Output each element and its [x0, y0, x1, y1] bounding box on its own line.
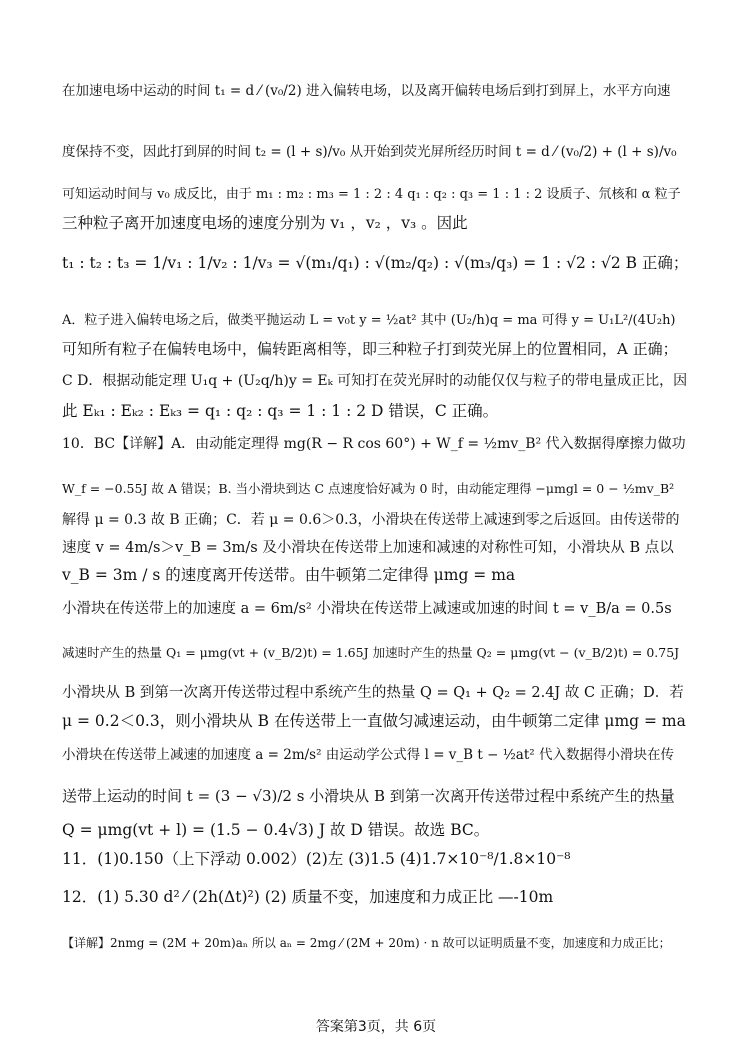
- text-line: 度保持不变，因此打到屏的时间 t₂ = (l + s)/v₀ 从开始到荧光屏所经历时间 t = d ⁄ (v₀/2) + (l + s)/v₀: [62, 144, 677, 160]
- text-line: C D．根据动能定理 U₁q + (U₂q/h)y = Eₖ 可知打在荧光屏时的动能仅仅与粒子的带电量成正比，因: [62, 373, 688, 389]
- text-line: A．粒子进入偏转电场之后，做类平抛运动 L = v₀t y = ½at² 其中 (U₂/h)q = ma 可得 y = U₁L²/(4U₂h): [62, 313, 676, 328]
- text-line: 解得 μ = 0.3 故 B 正确；C．若 μ = 0.6＞0.3，小滑块在传送带上减速到零之后返回。由传送带的: [62, 512, 680, 528]
- text-line: μ = 0.2＜0.3，则小滑块从 B 在传送带上一直做匀减速运动，由牛顿第二定律 μmg = ma: [62, 712, 686, 730]
- text-line: 速度 v = 4m/s＞v_B = 3m/s 及小滑块在传送带上加速和减速的对称性可知，小滑块从 B 点以: [62, 540, 674, 556]
- page-footer: 答案第3页，共 6页: [315, 1019, 437, 1035]
- text-line: 10．BC【详解】A．由动能定理得 mg(R − R cos 60°) + W_f = ½mv_B² 代入数据得摩擦力做功: [62, 436, 686, 452]
- text-line: 小滑块在传送带上减速的加速度 a = 2m/s² 由运动学公式得 l = v_B t − ½at² 代入数据得小滑块在传: [62, 747, 674, 763]
- text-line: t₁ : t₂ : t₃ = 1/v₁ : 1/v₂ : 1/v₃ = √(m₁/q₁) : √(m₂/q₂) : √(m₃/q₃) = 1 : √2 : √2 B 正确；: [62, 254, 689, 272]
- text-line: 12．(1) 5.30 d² ⁄ (2h(Δt)²) (2) 质量不变，加速度和力成正比 —-10m: [62, 888, 554, 906]
- text-line: 小滑块从 B 到第一次离开传送带过程中系统产生的热量 Q = Q₁ + Q₂ = 2.4J 故 C 正确；D．若: [62, 685, 684, 701]
- text-line: 减速时产生的热量 Q₁ = μmg(vt + (v_B/2)t) = 1.65J 加速时产生的热量 Q₂ = μmg(vt − (v_B/2)t) = 0.75J: [62, 645, 680, 660]
- text-line: v_B = 3m / s 的速度离开传送带。由牛顿第二定律得 μmg = ma: [62, 566, 516, 584]
- text-line: 11．(1)0.150（上下浮动 0.002）(2)左 (3)1.5 (4)1.7×10⁻⁸/1.8×10⁻⁸: [62, 850, 571, 868]
- text-line: 可知运动时间与 v₀ 成反比，由于 m₁ : m₂ : m₃ = 1 : 2 : 4 q₁ : q₂ : q₃ = 1 : 1 : 2 设质子、氘核和 α 粒子: [62, 187, 681, 202]
- text-line: 在加速电场中运动的时间 t₁ = d ⁄ (v₀/2) 进入偏转电场，以及离开偏转电场后到打到屏上，水平方向速: [62, 83, 671, 99]
- text-line: 小滑块在传送带上的加速度 a = 6m/s² 小滑块在传送带上减速或加速的时间 t = v_B/a = 0.5s: [62, 601, 672, 617]
- text-line: 此 Eₖ₁ : Eₖ₂ : Eₖ₃ = q₁ : q₂ : q₃ = 1 : 1 : 2 D 错误，C 正确。: [62, 402, 499, 420]
- text-line: 可知所有粒子在偏转电场中，偏转距离相等，即三种粒子打到荧光屏上的位置相同，A 正确；: [62, 340, 678, 358]
- text-line: 送带上运动的时间 t = (3 − √3)/2 s 小滑块从 B 到第一次离开传送带过程中系统产生的热量: [62, 787, 675, 805]
- text-line: Q = μmg(vt + l) = (1.5 − 0.4√3) J 故 D 错误。故选 BC。: [62, 821, 490, 839]
- text-line: W_f = −0.55J 故 A 错误；B. 当小滑块到达 C 点速度恰好减为 0 时，由动能定理得 −μmgl = 0 − ½mv_B²: [62, 481, 675, 496]
- text-line: 三种粒子离开加速度电场的速度分别为 v₁ ，v₂ ，v₃ 。因此: [62, 214, 468, 232]
- text-line: 【详解】2nmg = (2M + 20m)aₙ 所以 aₙ = 2mg ⁄ (2M + 20m) · n 故可以证明质量不变，加速度和力成正比；: [62, 936, 671, 950]
